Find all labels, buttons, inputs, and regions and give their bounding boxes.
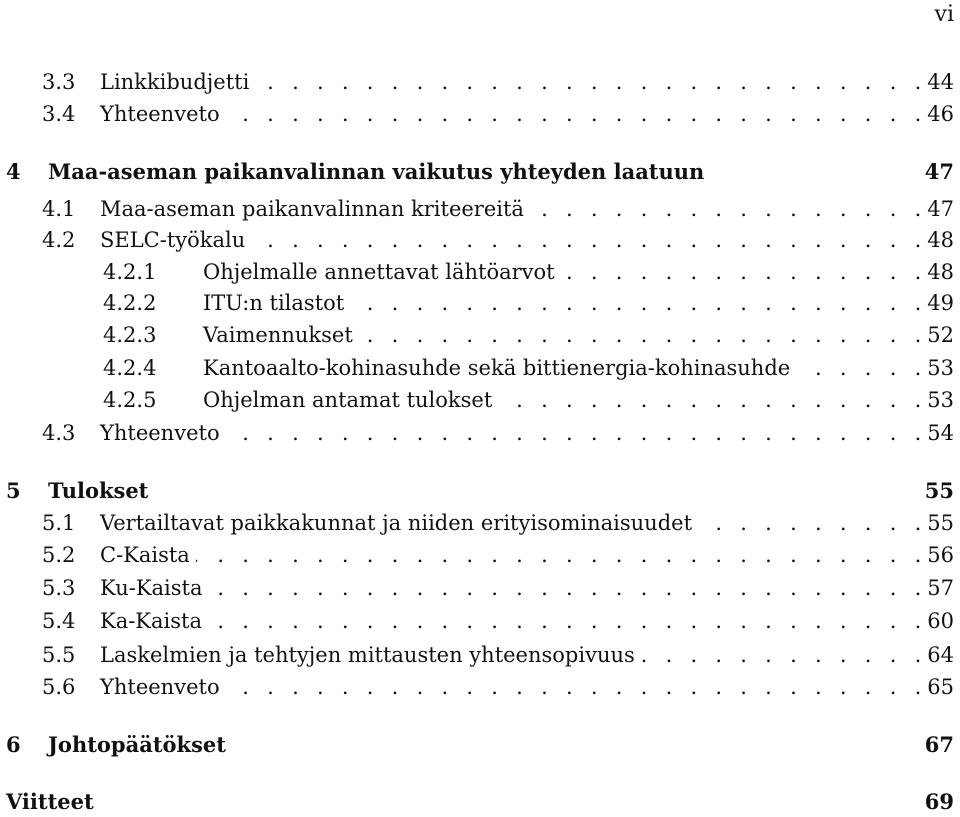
toc-chapter[interactable]: [0, 157, 954, 187]
toc-entry[interactable]: [0, 540, 954, 570]
dot-leader: [530, 194, 921, 224]
toc-entry[interactable]: [0, 640, 954, 670]
toc-entry-number: 4.2: [42, 228, 76, 252]
toc-entry-title: Laskelmien ja tehtyjen mittausten yhteensopivuus: [100, 643, 635, 667]
toc-entry-title: Yhteenveto: [100, 102, 220, 126]
toc-entry[interactable]: [0, 99, 954, 129]
toc-entry[interactable]: [0, 606, 954, 636]
toc-chapter-title: Tulokset: [48, 478, 149, 503]
dot-leader: [641, 640, 921, 670]
toc-entry-title: Vertailtavat paikkakunnat ja niiden erityisominaisuudet: [100, 511, 693, 535]
toc-entry-number: 4.2.2: [103, 291, 157, 315]
toc-subentry[interactable]: [0, 320, 954, 350]
toc-entry-title: Maa-aseman paikanvalinnan kriteereitä: [100, 197, 524, 221]
dot-leader: [350, 288, 921, 318]
toc-entry-number: 3.4: [42, 102, 76, 126]
dot-leader: [209, 573, 922, 603]
toc-entry-number: 4.2.4: [103, 356, 157, 380]
toc-chapter-page: 55: [924, 478, 954, 503]
dot-leader: [698, 508, 921, 538]
toc-entry-page: 48: [927, 260, 954, 284]
toc-chapter-title: Viitteet: [6, 789, 94, 814]
toc-chapter-page: 47: [924, 159, 954, 184]
toc-subentry[interactable]: [0, 257, 954, 287]
toc-entry-title: Kantoaalto-kohinasuhde sekä bittienergia-kohinasuhde: [203, 356, 791, 380]
toc-subentry[interactable]: [0, 385, 954, 415]
toc-chapter-title: Maa-aseman paikanvalinnan vaikutus yhteyden laatuun: [48, 159, 705, 184]
dot-leader: [796, 353, 921, 383]
toc-entry-number: 5.4: [42, 609, 76, 633]
dot-leader: [561, 257, 922, 287]
dot-leader: [359, 320, 922, 350]
toc-entry-page: 57: [927, 576, 954, 600]
page-number: vi: [934, 2, 954, 27]
toc-chapter[interactable]: [0, 476, 954, 506]
toc-entry-number: 5.1: [42, 511, 76, 535]
toc-entry-page: 53: [927, 388, 954, 412]
toc-entry-number: 4.2.1: [103, 260, 157, 284]
toc-subentry[interactable]: [0, 353, 954, 383]
toc-entry[interactable]: [0, 67, 954, 97]
toc-entry-title: Ku-Kaista: [100, 576, 203, 600]
toc-entry-page: 53: [927, 356, 954, 380]
toc-entry-page: 48: [927, 228, 954, 252]
toc-entry-page: 54: [927, 421, 954, 445]
toc-entry-number: 5.2: [42, 543, 76, 567]
dot-leader: [196, 540, 921, 570]
toc-entry-title: Ka-Kaista: [100, 609, 202, 633]
toc-chapter-number: 6: [6, 732, 21, 757]
toc-entry[interactable]: [0, 672, 954, 702]
toc-entry-title: Ohjelmalle annettavat lähtöarvot: [203, 260, 555, 284]
toc-chapter-number: 4: [6, 159, 21, 184]
toc-chapter-page: 67: [924, 732, 954, 757]
toc-entry-number: 5.5: [42, 643, 76, 667]
toc-entry-page: 49: [927, 291, 954, 315]
toc-entry-number: 3.3: [42, 70, 76, 94]
toc-entry[interactable]: [0, 573, 954, 603]
dot-leader: [226, 418, 922, 448]
dot-leader: [498, 385, 921, 415]
dot-leader: [208, 606, 921, 636]
toc-entry-page: 55: [927, 511, 954, 535]
toc-entry-title: Yhteenveto: [100, 421, 220, 445]
toc-entry-title: Yhteenveto: [100, 675, 220, 699]
toc-entry[interactable]: [0, 508, 954, 538]
toc-entry-title: ITU:n tilastot: [203, 291, 345, 315]
toc-entry-page: 65: [927, 675, 954, 699]
toc-entry[interactable]: [0, 194, 954, 224]
toc-entry-title: Vaimennukset: [203, 323, 353, 347]
toc-chapter-page: 69: [924, 789, 954, 814]
toc-entry-number: 5.3: [42, 576, 76, 600]
toc-entry-title: Linkkibudjetti: [100, 70, 250, 94]
toc-entry-title: Ohjelman antamat tulokset: [203, 388, 493, 412]
toc-entry-page: 47: [927, 197, 954, 221]
toc-entry-number: 4.1: [42, 197, 76, 221]
toc-entry-page: 64: [927, 643, 954, 667]
toc-entry-title: SELC-työkalu: [100, 228, 246, 252]
toc-entry[interactable]: [0, 418, 954, 448]
toc-entry[interactable]: [0, 225, 954, 255]
toc-entry-number: 4.2.5: [103, 388, 157, 412]
toc-entry-page: 44: [927, 70, 954, 94]
toc-subentry[interactable]: [0, 288, 954, 318]
toc-entry-title: C-Kaista: [100, 543, 190, 567]
toc-entry-number: 5.6: [42, 675, 76, 699]
toc-entry-page: 60: [927, 609, 954, 633]
dot-leader: [251, 225, 921, 255]
toc-chapter[interactable]: [0, 787, 954, 817]
toc-entry-page: 52: [927, 323, 954, 347]
toc-chapter-title: Johtopäätökset: [48, 732, 226, 757]
toc-entry-page: 46: [927, 102, 954, 126]
toc-chapter-number: 5: [6, 478, 21, 503]
dot-leader: [226, 672, 922, 702]
dot-leader: [226, 99, 922, 129]
toc-chapter[interactable]: [0, 730, 954, 760]
toc-entry-page: 56: [927, 543, 954, 567]
toc-entry-number: 4.3: [42, 421, 76, 445]
dot-leader: [255, 67, 921, 97]
toc-entry-number: 4.2.3: [103, 323, 157, 347]
